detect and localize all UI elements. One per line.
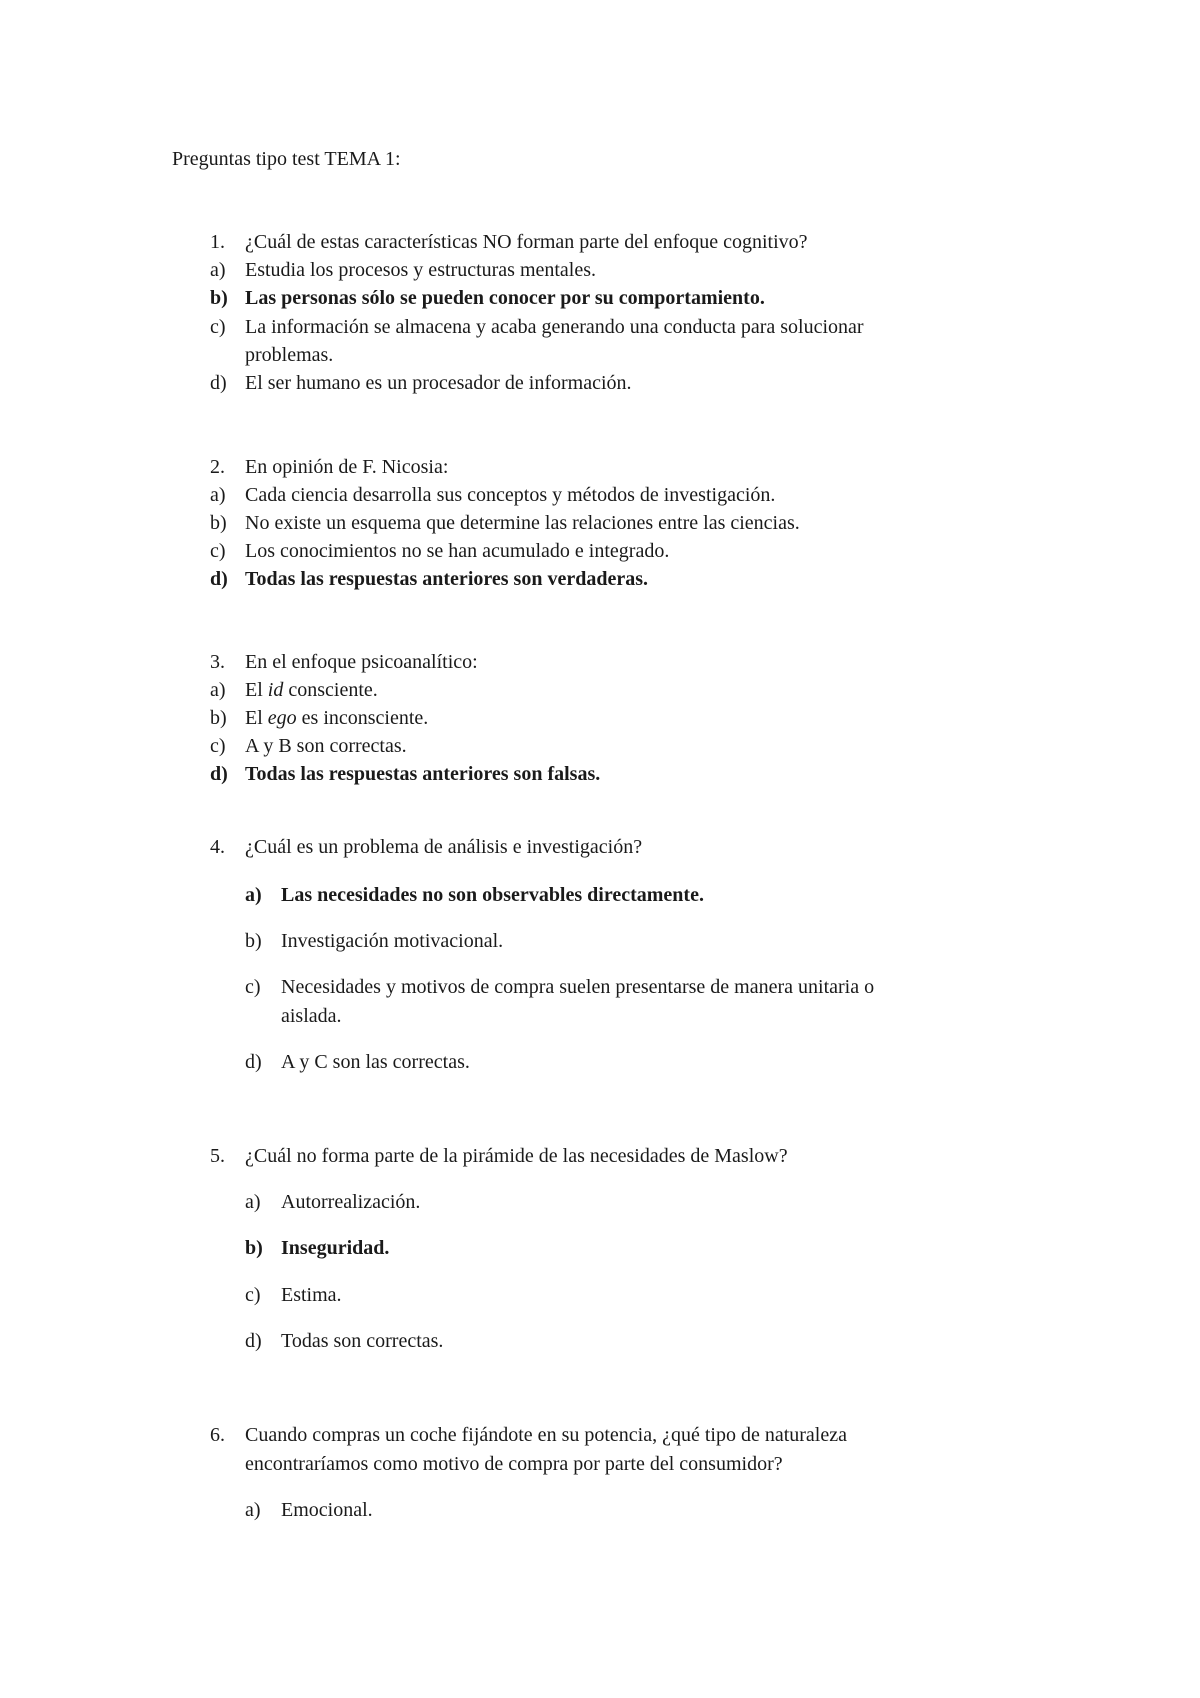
question-number: 2.: [210, 456, 225, 478]
question-text: En opinión de F. Nicosia:: [245, 456, 449, 478]
question-number: 4.: [210, 836, 225, 858]
option-label: d): [245, 1051, 262, 1073]
option-text: Necesidades y motivos de compra suelen presentarse de manera unitaria o: [281, 976, 875, 998]
question-number: 3.: [210, 651, 225, 673]
option-text: Todas son correctas.: [281, 1330, 444, 1352]
option-text: [245, 704, 428, 732]
question-text: ¿Cuál de estas características NO forman parte del enfoque cognitivo?: [245, 231, 808, 253]
option-text: Emocional.: [281, 1499, 373, 1521]
option-label: c): [245, 1284, 261, 1306]
option-label-correct: d): [210, 763, 228, 785]
option-label-correct: b): [210, 287, 228, 309]
option-text-emphasis: id: [267, 679, 284, 701]
option-text-post: es inconsciente.: [296, 707, 429, 729]
option-label: a): [210, 679, 226, 701]
question-number: 1.: [210, 231, 225, 253]
question-number: 6.: [210, 1424, 225, 1446]
question-text: Cuando compras un coche fijándote en su potencia, ¿qué tipo de naturaleza: [245, 1424, 847, 1446]
option-text-correct: Todas las respuestas anteriores son falsas.: [245, 763, 601, 785]
option-text: Autorrealización.: [281, 1191, 421, 1213]
question-number: 5.: [210, 1145, 225, 1167]
option-label: a): [210, 259, 226, 281]
option-text-continuation: aislada.: [281, 1005, 342, 1027]
option-label-correct: a): [245, 884, 262, 906]
option-text: La información se almacena y acaba generando una conducta para solucionar: [245, 316, 864, 338]
option-text-pre: El: [245, 707, 268, 729]
option-text: Estudia los procesos y estructuras mentales.: [245, 259, 597, 281]
option-text-correct: Todas las respuestas anteriores son verdaderas.: [245, 568, 648, 590]
option-text-correct: Las necesidades no son observables directamente.: [281, 884, 704, 906]
option-label: c): [210, 316, 226, 338]
option-text-emphasis: ego: [267, 707, 297, 729]
option-text-correct: Inseguridad.: [281, 1237, 390, 1259]
option-label: c): [210, 540, 226, 562]
option-text: A y B son correctas.: [245, 735, 407, 757]
option-label: b): [210, 512, 227, 534]
option-text: [245, 676, 378, 704]
question-text: ¿Cuál es un problema de análisis e investigación?: [245, 836, 643, 858]
option-label: c): [210, 735, 226, 757]
option-label: b): [245, 930, 262, 952]
option-text: Cada ciencia desarrolla sus conceptos y métodos de investigación.: [245, 484, 776, 506]
option-text: Estima.: [281, 1284, 342, 1306]
question-text: ¿Cuál no forma parte de la pirámide de las necesidades de Maslow?: [245, 1145, 788, 1167]
option-text: El ser humano es un procesador de información.: [245, 372, 632, 394]
option-label: a): [210, 484, 226, 506]
option-label: b): [210, 707, 227, 729]
option-label: a): [245, 1191, 261, 1213]
page-title: Preguntas tipo test TEMA 1:: [172, 148, 401, 170]
option-label-correct: b): [245, 1237, 263, 1259]
option-text: A y C son las correctas.: [281, 1051, 470, 1073]
option-text: Los conocimientos no se han acumulado e integrado.: [245, 540, 670, 562]
question-text-continuation: encontraríamos como motivo de compra por parte del consumidor?: [245, 1453, 783, 1475]
option-text-pre: El: [245, 679, 268, 701]
option-label: d): [245, 1330, 262, 1352]
option-label-correct: d): [210, 568, 228, 590]
question-text: En el enfoque psicoanalítico:: [245, 651, 478, 673]
option-text-correct: Las personas sólo se pueden conocer por su comportamiento.: [245, 287, 765, 309]
option-label: c): [245, 976, 261, 998]
option-text: Investigación motivacional.: [281, 930, 504, 952]
option-label: d): [210, 372, 227, 394]
option-text-post: consciente.: [283, 679, 378, 701]
option-text: No existe un esquema que determine las relaciones entre las ciencias.: [245, 512, 800, 534]
option-text-continuation: problemas.: [245, 344, 334, 366]
option-label: a): [245, 1499, 261, 1521]
